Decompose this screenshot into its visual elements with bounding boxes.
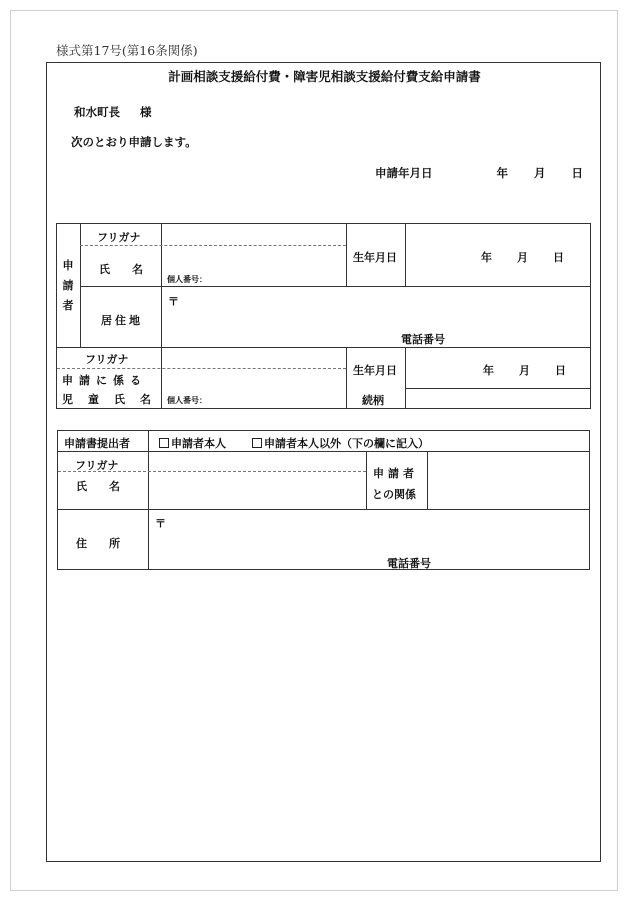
applicant-postal-mark: 〒 <box>168 295 179 308</box>
addressee <box>74 104 152 120</box>
applicant-individual-number-label: 個人番号： <box>167 275 207 284</box>
submitter-name-label: 氏 名 <box>76 480 120 493</box>
addressee-name: 和水町長 <box>74 105 120 119</box>
applicant-birth-day: 日 <box>553 251 564 264</box>
child-label-line1: 申請に係る <box>62 374 147 387</box>
applicant-phone-label: 電話番号 <box>401 333 445 346</box>
submitter-relation-line1: 申請者 <box>373 467 418 480</box>
applicant-section-label: 申請者 <box>62 259 74 312</box>
applicant-birth-year: 年 <box>481 251 492 264</box>
submitter-furigana-label: フリガナ <box>75 459 119 472</box>
submitter-table <box>57 430 590 570</box>
form-title: 計画相談支援給付費・障害児相談支援給付費支給申請書 <box>168 69 481 84</box>
submitter-relation-line2: との関係 <box>372 488 416 501</box>
applicant-birthdate-label: 生年月日 <box>353 251 397 264</box>
child-relationship-label: 続柄 <box>362 394 384 407</box>
application-form <box>46 62 601 862</box>
lead-text: 次のとおり申請します。 <box>71 135 197 149</box>
addressee-honorific: 様 <box>140 105 152 119</box>
submitter-address-label: 住 所 <box>76 537 120 550</box>
application-date <box>375 165 583 181</box>
applicant-name-label: 氏 名 <box>99 263 143 276</box>
applicant-address-label: 居住地 <box>101 314 143 327</box>
submitter-phone-label: 電話番号 <box>387 557 431 570</box>
checkbox-other[interactable] <box>252 438 262 448</box>
application-date-label: 申請年月日 <box>375 166 433 180</box>
form-number: 様式第17号(第16条関係) <box>56 43 198 58</box>
child-birth-year: 年 <box>483 364 494 377</box>
application-date-month: 月 <box>534 166 546 180</box>
submitter-option-other-label: 申請者本人以外（下の欄に記入） <box>264 437 429 450</box>
child-birth-month: 月 <box>519 364 530 377</box>
submitter-option-other[interactable] <box>252 435 429 451</box>
applicant-furigana-label: フリガナ <box>97 231 141 244</box>
submitter-label: 申請書提出者 <box>64 437 130 450</box>
child-furigana-label: フリガナ <box>85 353 129 366</box>
submitter-option-self-label: 申請者本人 <box>171 437 226 450</box>
application-date-day: 日 <box>571 166 584 180</box>
child-birth-day: 日 <box>555 364 566 377</box>
submitter-option-self[interactable] <box>159 435 226 451</box>
submitter-postal-mark: 〒 <box>155 517 166 530</box>
child-label-line2: 児童氏名 <box>62 393 166 406</box>
child-individual-number-label: 個人番号： <box>167 396 207 405</box>
child-birthdate-label: 生年月日 <box>353 364 397 377</box>
applicant-birth-month: 月 <box>517 251 528 264</box>
checkbox-self[interactable] <box>159 438 169 448</box>
application-date-year: 年 <box>496 166 509 180</box>
applicant-table <box>56 223 591 409</box>
